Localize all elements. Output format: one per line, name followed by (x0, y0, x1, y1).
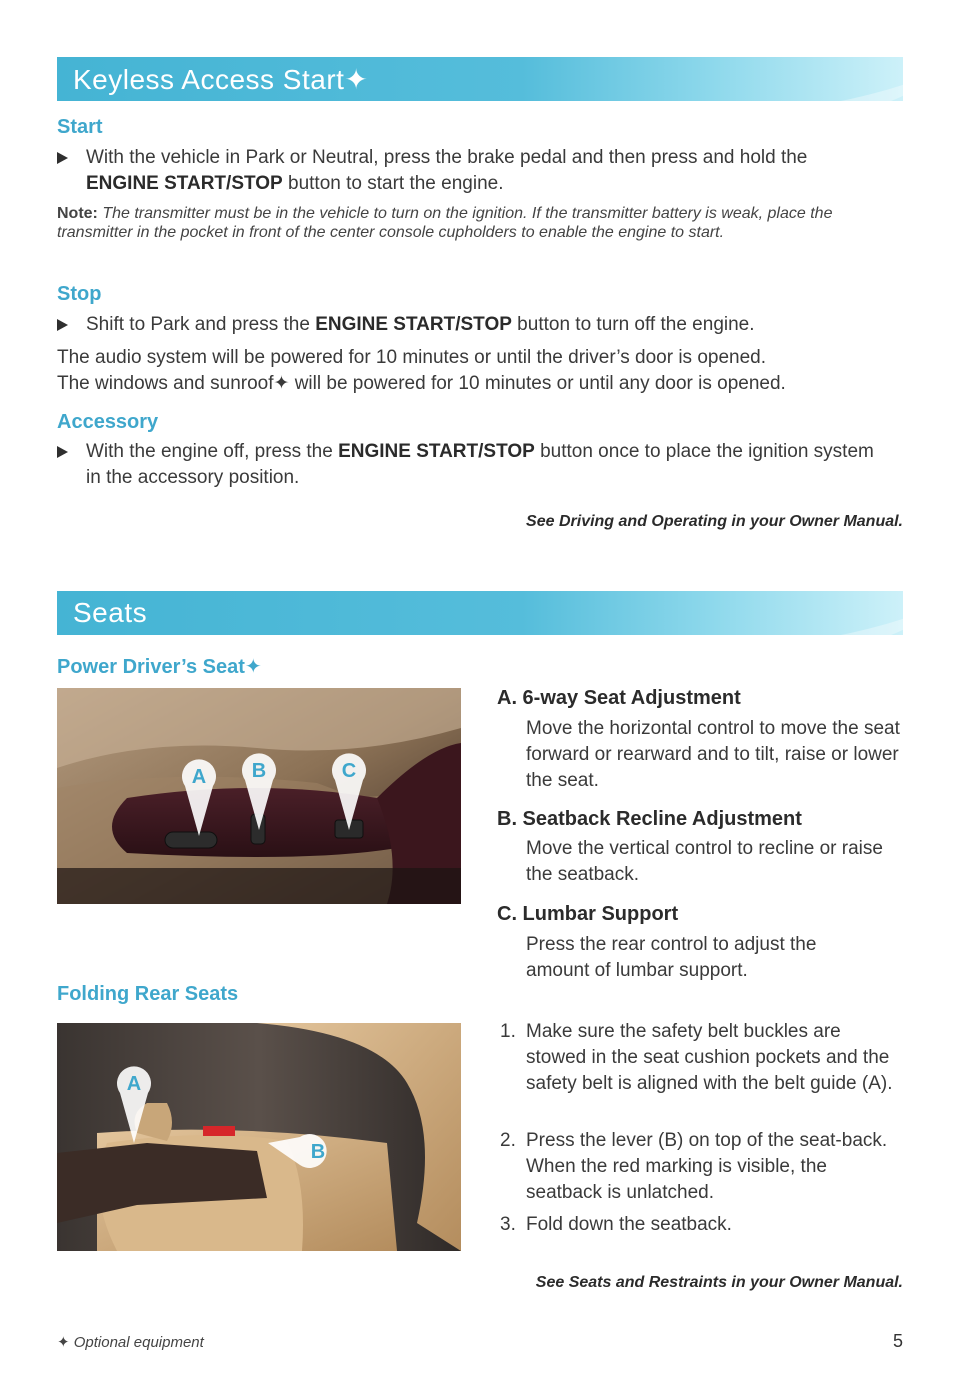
page-number: 5 (892, 1331, 903, 1351)
item-a-heading: A. 6-way Seat Adjustment (497, 687, 741, 709)
heading-stop: Stop (57, 283, 102, 305)
callout-pin-folding-a (114, 1063, 154, 1143)
bullet-start: With the vehicle in Park or Neutral, press the brake pedal and then press and hold the ENGINE START/STOP button to start the engine. (57, 145, 903, 197)
banner-swoosh (519, 591, 903, 635)
reference-driving: See Driving and Operating in your Owner Manual. (526, 513, 903, 530)
callout-pin-c (329, 750, 369, 830)
heading-accessory: Accessory (57, 411, 159, 433)
item-b-body: Move the vertical control to recline or raise the seatback. (526, 838, 883, 885)
heading-start: Start (57, 116, 103, 138)
step-3: 3. Fold down the seatback. (500, 1214, 732, 1235)
section-title-seats: Seats (73, 597, 148, 628)
note-transmitter: Note: The transmitter must be in the vehicle to turn on the ignition. If the transmitter battery is weak, place the transmitter in the pocket in front of the center console cupholders to enable the engine to start. (57, 205, 833, 241)
item-a-body: Move the horizontal control to move the seat forward or rearward and to tilt, raise or lower the seat. (526, 718, 900, 791)
callout-pin-a (179, 756, 219, 836)
section-title-keyless: Keyless Access Start✦ (73, 64, 369, 95)
windows-line: The windows and sunroof✦ will be powered for 10 minutes or until any door is opened. (57, 373, 786, 394)
pin-label: A (126, 1073, 142, 1095)
section-banner-keyless (57, 57, 903, 101)
step-1: 1. Make sure the safety belt buckles are stowed in the seat cushion pockets and the safety belt is aligned with the belt guide (A). (500, 1021, 893, 1094)
heading-power-seat: Power Driver’s Seat✦ (57, 656, 262, 678)
pin-label: A (191, 766, 207, 788)
item-c-heading: C. Lumbar Support (497, 903, 679, 925)
item-b-heading: B. Seatback Recline Adjustment (497, 808, 802, 830)
item-c-body: Press the rear control to adjust the amount of lumbar support. (526, 934, 817, 981)
callout-pin-b (239, 750, 279, 830)
step-2: 2. Press the lever (B) on top of the seat-back. When the red marking is visible, the seatback is unlatched. (500, 1130, 888, 1203)
pin-label: B (251, 760, 267, 782)
bullet-accessory: With the engine off, press the ENGINE START/STOP button once to place the ignition system in the accessory position. (57, 439, 903, 491)
pin-label: B (310, 1141, 326, 1163)
heading-folding-seats: Folding Rear Seats (57, 983, 239, 1005)
reference-seats: See Seats and Restraints in your Owner Manual. (535, 1274, 903, 1291)
section-banner-seats (57, 591, 903, 635)
bullet-stop: Shift to Park and press the ENGINE START/STOP button to turn off the engine. (57, 312, 903, 338)
pin-label: C (341, 760, 357, 782)
bullet-arrow-icon (57, 446, 68, 458)
optional-equipment-note: ✦ Optional equipment (57, 1334, 204, 1351)
callout-pin-folding-b (268, 1131, 348, 1171)
audio-line: The audio system will be powered for 10 minutes or until the driver’s door is opened. (57, 347, 767, 368)
bullet-arrow-icon (57, 319, 68, 331)
banner-swoosh (519, 57, 903, 101)
bullet-arrow-icon (57, 152, 68, 164)
